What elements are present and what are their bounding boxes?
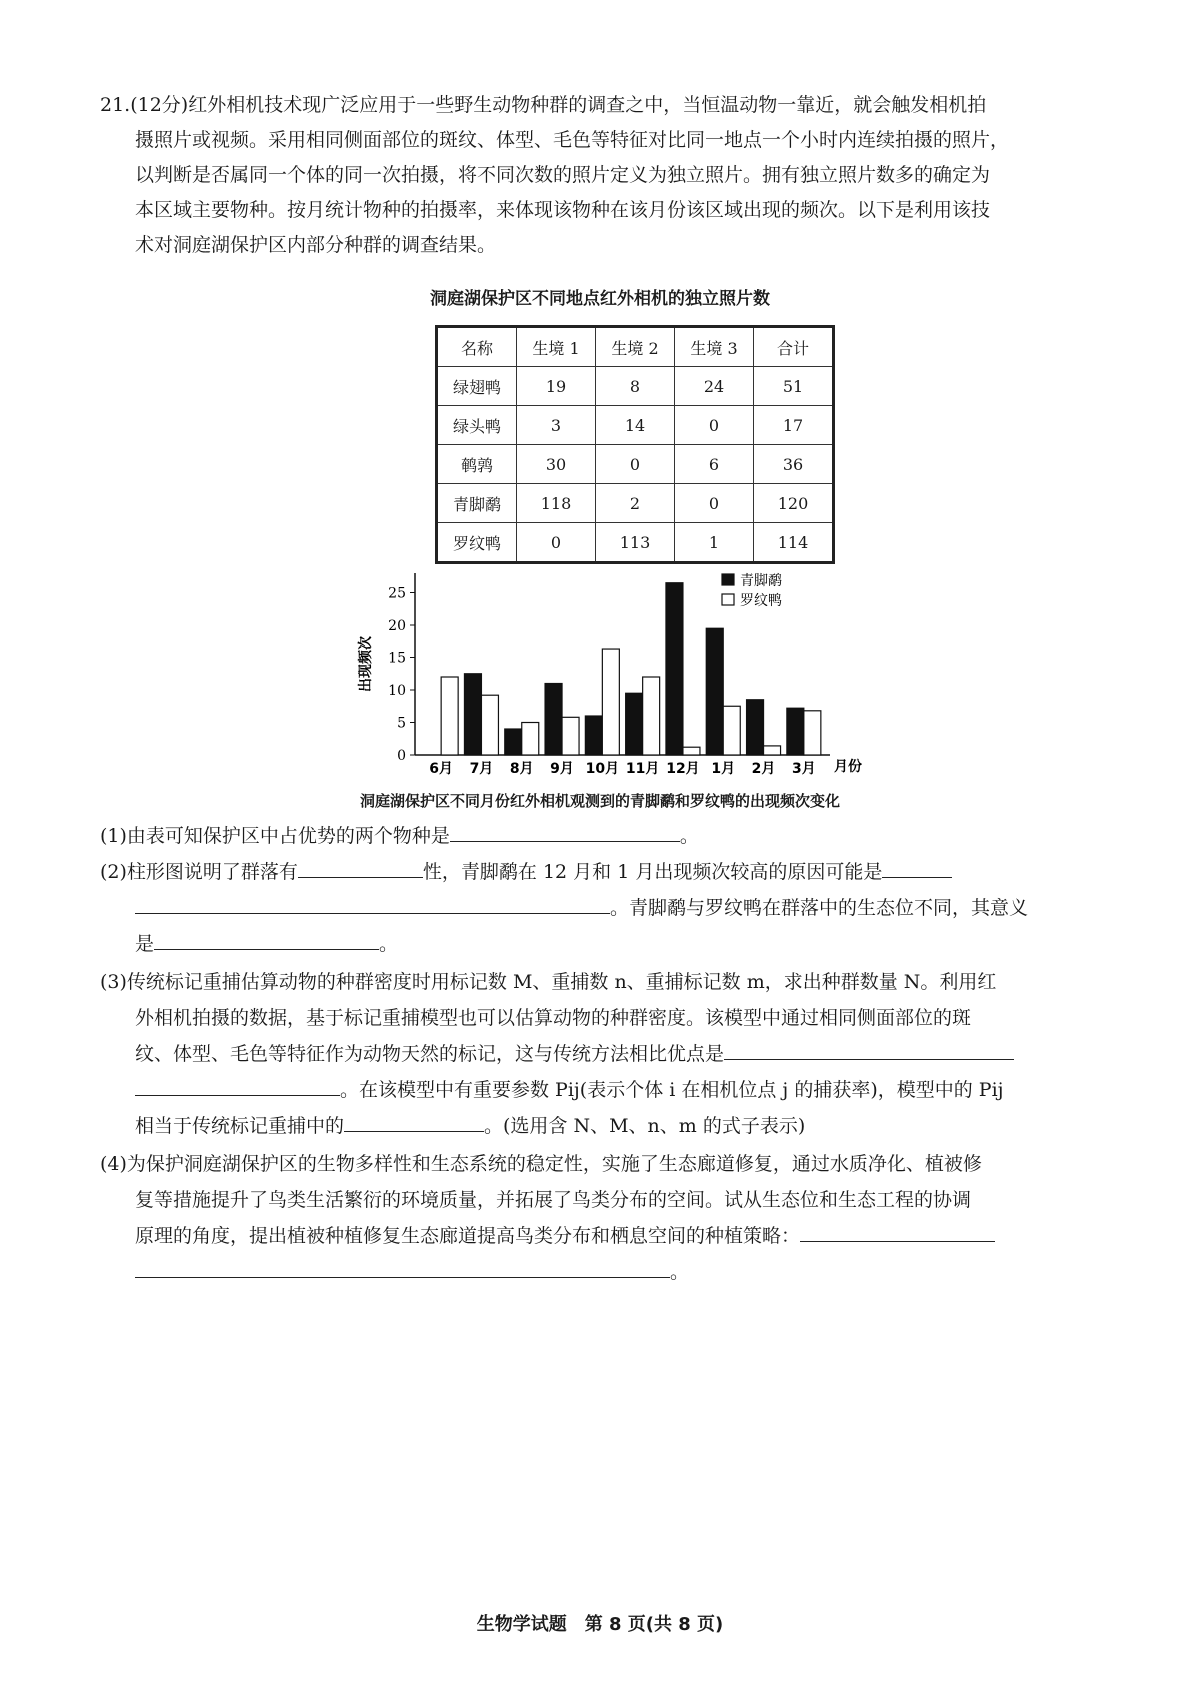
table-cell: 青脚鹬 xyxy=(437,484,517,523)
y-axis-label: 出现频次 xyxy=(358,636,374,692)
x-tick-label: 10月 xyxy=(585,761,620,777)
sub-question-4 xyxy=(100,1146,995,1290)
table-header-cell: 生境 3 xyxy=(675,327,754,367)
answer-blank[interactable] xyxy=(298,855,423,878)
bar-series-2 xyxy=(683,747,700,755)
bar-series-2 xyxy=(723,706,740,755)
bar-series-1 xyxy=(787,708,804,755)
bar-series-2 xyxy=(441,677,458,755)
stem-line: 术对洞庭湖保护区内部分种群的调查结果。 xyxy=(135,234,497,256)
x-tick-label: 1月 xyxy=(711,761,736,777)
y-tick-label: 15 xyxy=(388,650,406,667)
stem-line: 以判断是否属同一个体的同一次拍摄，将不同次数的照片定义为独立照片。拥有独立照片数多的确定为 xyxy=(135,164,991,186)
answer-blank[interactable] xyxy=(800,1219,995,1242)
bar-series-2 xyxy=(522,723,539,756)
q4-line: 复等措施提升了鸟类生活繁衍的环境质量，并拓展了鸟类分布的空间。试从生态位和生态工程的协调 xyxy=(135,1189,972,1211)
table-header-row xyxy=(437,327,834,367)
q2-text-c: 。青脚鹬与罗纹鸭在群落中的生态位不同，其意义 xyxy=(610,897,1029,919)
table-cell: 114 xyxy=(754,523,834,563)
y-tick-label: 0 xyxy=(397,748,406,764)
q3-line: 。(选用含 N、M、n、m 的式子表示) xyxy=(484,1115,806,1137)
x-tick-label: 8月 xyxy=(509,761,534,777)
bar-series-1 xyxy=(464,674,481,755)
table-cell: 2 xyxy=(596,484,675,523)
answer-blank[interactable] xyxy=(344,1109,484,1132)
table-cell: 0 xyxy=(596,445,675,484)
table-cell: 36 xyxy=(754,445,834,484)
table-cell: 30 xyxy=(517,445,596,484)
bar-series-2 xyxy=(643,677,660,755)
table-cell: 罗纹鸭 xyxy=(437,523,517,563)
table-cell: 绿头鸭 xyxy=(437,406,517,445)
bar-series-1 xyxy=(545,684,562,756)
bar-series-2 xyxy=(764,746,781,755)
x-axis-label: 月份 xyxy=(834,759,862,775)
y-tick-label: 25 xyxy=(388,585,406,602)
answer-blank[interactable] xyxy=(135,1073,340,1096)
q4-line: (4)为保护洞庭湖保护区的生物多样性和生态系统的稳定性，实施了生态廊道修复，通过水质净化、植被修 xyxy=(100,1153,982,1175)
x-tick-label: 2月 xyxy=(751,761,776,777)
x-tick-label: 9月 xyxy=(550,761,574,777)
answer-blank[interactable] xyxy=(135,891,610,914)
sub-question-2 xyxy=(100,854,1028,962)
table-row xyxy=(437,367,834,406)
answer-blank[interactable] xyxy=(135,1255,670,1278)
bar-chart xyxy=(350,565,870,785)
page-footer: 生物学试题 第 8 页(共 8 页) xyxy=(476,1614,724,1635)
bar-series-1 xyxy=(626,693,643,755)
table-header-cell: 生境 1 xyxy=(517,327,596,367)
table-cell: 51 xyxy=(754,367,834,406)
bar-series-1 xyxy=(747,700,764,755)
bar-series-1 xyxy=(505,729,522,755)
table-cell: 0 xyxy=(517,523,596,563)
table-cell: 1 xyxy=(675,523,754,563)
q3-line: 。在该模型中有重要参数 Pij(表示个体 i 在相机位点 j 的捕获率)，模型中的 Pij xyxy=(340,1079,1004,1101)
bar-series-1 xyxy=(706,628,723,755)
table-header-cell: 名称 xyxy=(437,327,517,367)
x-tick-label: 11月 xyxy=(625,761,660,777)
y-tick-label: 5 xyxy=(397,715,406,732)
answer-blank[interactable] xyxy=(724,1037,1014,1060)
x-tick-label: 7月 xyxy=(469,761,494,777)
table-cell: 17 xyxy=(754,406,834,445)
table-cell: 24 xyxy=(675,367,754,406)
chart-caption: 洞庭湖保护区不同月份红外相机观测到的青脚鹬和罗纹鸭的出现频次变化 xyxy=(359,792,840,810)
stem-line: 21.(12分)红外相机技术现广泛应用于一些野生动物种群的调查之中，当恒温动物一靠近，就会触发相机拍 xyxy=(100,94,987,116)
q3-line: (3)传统标记重捕估算动物的种群密度时用标记数 M、重捕数 n、重捕标记数 m，求出种群数量 N。利用红 xyxy=(100,971,997,993)
table-cell: 19 xyxy=(517,367,596,406)
table-title: 洞庭湖保护区不同地点红外相机的独立照片数 xyxy=(430,289,770,309)
q3-line: 纹、体型、毛色等特征作为动物天然的标记，这与传统方法相比优点是 xyxy=(135,1043,725,1065)
table-header-cell: 生境 2 xyxy=(596,327,675,367)
bar-series-2 xyxy=(481,695,498,755)
legend-swatch xyxy=(722,594,734,605)
stem-line: 摄照片或视频。采用相同侧面部位的斑纹、体型、毛色等特征对比同一地点一个小时内连续拍摄的照片， xyxy=(135,129,1010,151)
data-table xyxy=(435,325,835,564)
q3-line: 相当于传统标记重捕中的 xyxy=(135,1115,345,1137)
sub-question-1 xyxy=(100,818,699,854)
legend-label: 青脚鹬 xyxy=(740,573,782,589)
q1-end: 。 xyxy=(679,825,699,847)
x-tick-label: 12月 xyxy=(666,761,700,777)
bar-series-2 xyxy=(562,717,579,755)
table-cell: 6 xyxy=(675,445,754,484)
sub-question-3 xyxy=(100,964,1014,1144)
table-row xyxy=(437,406,834,445)
q2-text-d: 是 xyxy=(135,933,155,955)
table-cell: 鹌鹑 xyxy=(437,445,517,484)
question-stem xyxy=(100,88,1100,263)
table-header-cell: 合计 xyxy=(754,327,834,367)
q2-text-b: 性，青脚鹬在 12 月和 1 月出现频次较高的原因可能是 xyxy=(422,861,883,883)
answer-blank[interactable] xyxy=(450,819,680,842)
q1-text: (1)由表可知保护区中占优势的两个物种是 xyxy=(100,825,450,847)
legend-swatch xyxy=(722,574,734,585)
table-cell: 3 xyxy=(517,406,596,445)
table-cell: 0 xyxy=(675,484,754,523)
bar-series-2 xyxy=(602,649,619,755)
bar-series-1 xyxy=(585,716,602,755)
table-cell: 0 xyxy=(675,406,754,445)
q2-text-a: (2)柱形图说明了群落有 xyxy=(100,861,298,883)
bar-series-2 xyxy=(804,711,821,755)
table-cell: 绿翅鸭 xyxy=(437,367,517,406)
y-tick-label: 10 xyxy=(388,683,406,699)
answer-blank[interactable] xyxy=(154,927,379,950)
y-tick-label: 20 xyxy=(388,618,406,634)
q3-line: 外相机拍摄的数据，基于标记重捕模型也可以估算动物的种群密度。该模型中通过相同侧面部位的斑 xyxy=(135,1007,972,1029)
x-tick-label: 3月 xyxy=(791,761,816,777)
legend-label: 罗纹鸭 xyxy=(740,593,782,609)
table-cell: 120 xyxy=(754,484,834,523)
bar-series-1 xyxy=(666,583,683,755)
table-row xyxy=(437,445,834,484)
stem-line: 本区域主要物种。按月统计物种的拍摄率，来体现该物种在该月份该区域出现的频次。以下是利用该技 xyxy=(135,199,991,221)
table-row xyxy=(437,484,834,523)
answer-blank[interactable] xyxy=(882,855,952,878)
q4-line: 原理的角度，提出植被种植修复生态廊道提高鸟类分布和栖息空间的种植策略： xyxy=(135,1225,801,1247)
table-cell: 8 xyxy=(596,367,675,406)
table-row xyxy=(437,523,834,563)
table-cell: 118 xyxy=(517,484,596,523)
table-cell: 113 xyxy=(596,523,675,563)
q4-end: 。 xyxy=(670,1261,690,1283)
x-tick-label: 6月 xyxy=(429,761,454,777)
table-cell: 14 xyxy=(596,406,675,445)
q2-end: 。 xyxy=(379,933,399,955)
